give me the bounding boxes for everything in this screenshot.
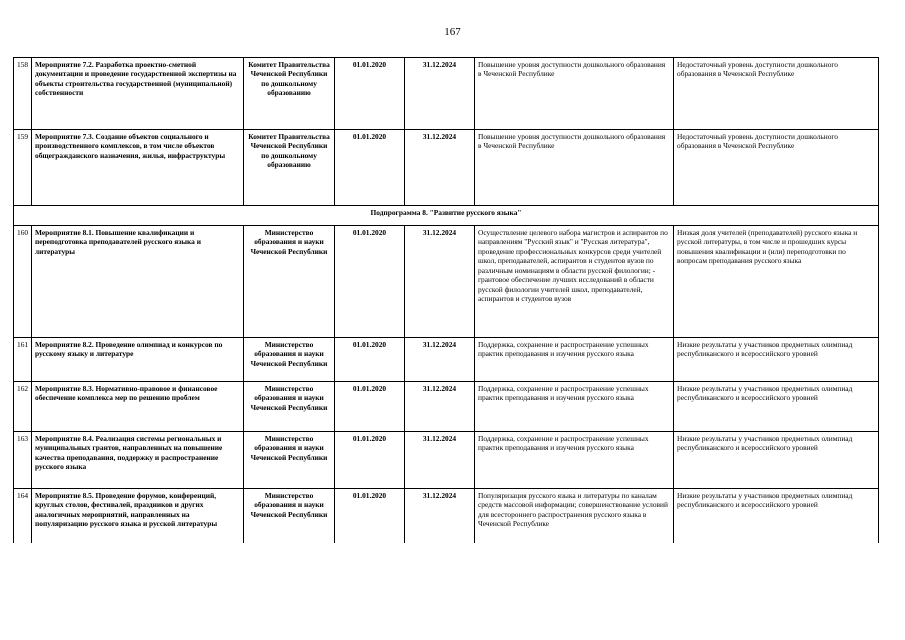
activities-table bbox=[13, 57, 879, 543]
event-name: Мероприятие 8.3. Нормативно-правовое и финансовое обеспечение комплекса мер по решению проблем bbox=[32, 382, 244, 432]
page-number: 167 bbox=[444, 26, 461, 38]
expected-result: Повышение уровня доступности дошкольного образования в Чеченской Республике bbox=[475, 130, 674, 206]
start-date: 01.01.2020 bbox=[335, 226, 405, 338]
consequence: Низкие результаты у участников предметных олимпиад республиканского и всероссийского уровней bbox=[674, 432, 879, 489]
start-date: 01.01.2020 bbox=[335, 338, 405, 382]
table-row bbox=[14, 489, 879, 543]
table-row bbox=[14, 382, 879, 432]
table-row bbox=[14, 338, 879, 382]
start-date: 01.01.2020 bbox=[335, 130, 405, 206]
end-date: 31.12.2024 bbox=[405, 226, 475, 338]
executor: Министерство образования и науки Чеченской Республики bbox=[244, 489, 335, 543]
row-number: 159 bbox=[14, 130, 32, 206]
executor: Министерство образования и науки Чеченской Республики bbox=[244, 432, 335, 489]
event-name: Мероприятие 8.2. Проведение олимпиад и конкурсов по русскому языку и литературе bbox=[32, 338, 244, 382]
executor: Министерство образования и науки Чеченской Республики bbox=[244, 338, 335, 382]
end-date: 31.12.2024 bbox=[405, 432, 475, 489]
expected-result: Осуществление целевого набора магистров и аспирантов по направлениям "Русский язык" и "Русская литература", проведение профессиональных конкурсов среди учителей школ, преподавателей, аспирантов и студентов вузов по различным номинациям в области русской филологии; - грантовое обеспечение лучших исследований в области русской филологии учителей школ, преподавателей, аспирантов и студентов вузов bbox=[475, 226, 674, 338]
event-name: Мероприятие 8.4. Реализация системы региональных и муниципальных грантов, направленных на повышение качества преподавания, поддержку и распространение русского языка bbox=[32, 432, 244, 489]
start-date: 01.01.2020 bbox=[335, 432, 405, 489]
table-row bbox=[14, 226, 879, 338]
executor: Комитет Правительства Чеченской Республики по дошкольному образованию bbox=[244, 130, 335, 206]
row-number: 158 bbox=[14, 58, 32, 130]
row-number: 161 bbox=[14, 338, 32, 382]
consequence: Низкие результаты у участников предметных олимпиад республиканского и всероссийского уровней bbox=[674, 338, 879, 382]
end-date: 31.12.2024 bbox=[405, 130, 475, 206]
executor: Комитет Правительства Чеченской Республики по дошкольному образованию bbox=[244, 58, 335, 130]
start-date: 01.01.2020 bbox=[335, 382, 405, 432]
consequence: Низкие результаты у участников предметных олимпиад республиканского и всероссийского уровней bbox=[674, 382, 879, 432]
consequence: Недостаточный уровень доступности дошкольного образования в Чеченской Республике bbox=[674, 130, 879, 206]
end-date: 31.12.2024 bbox=[405, 382, 475, 432]
end-date: 31.12.2024 bbox=[405, 58, 475, 130]
consequence: Недостаточный уровень доступности дошкольного образования в Чеченской Республике bbox=[674, 58, 879, 130]
expected-result: Поддержка, сохранение и распространение успешных практик преподавания и изучения русского языка bbox=[475, 432, 674, 489]
event-name: Мероприятие 7.3. Создание объектов социального и производственного комплексов, в том числе объектов общегражданского назначения, жилья, инфраструктуры bbox=[32, 130, 244, 206]
start-date: 01.01.2020 bbox=[335, 489, 405, 543]
executor: Министерство образования и науки Чеченской Республики bbox=[244, 382, 335, 432]
row-number: 162 bbox=[14, 382, 32, 432]
consequence: Низкие результаты у участников предметных олимпиад республиканского и всероссийского уровней bbox=[674, 489, 879, 543]
expected-result: Поддержка, сохранение и распространение успешных практик преподавания и изучения русского языка bbox=[475, 338, 674, 382]
event-name: Мероприятие 7.2. Разработка проектно-сметной документации и проведение государственной экспертизы на объекты строительства государственной (муниципальной) собственности bbox=[32, 58, 244, 130]
consequence: Низкая доля учителей (преподавателей) русского языка и русской литературы, в том числе и прошедших курсы повышения квалификации и (или) переподготовки по вопросам преподавания русского языка bbox=[674, 226, 879, 338]
row-number: 164 bbox=[14, 489, 32, 543]
expected-result: Поддержка, сохранение и распространение успешных практик преподавания и изучения русского языка bbox=[475, 382, 674, 432]
table-row bbox=[14, 432, 879, 489]
end-date: 31.12.2024 bbox=[405, 489, 475, 543]
event-name: Мероприятие 8.1. Повышение квалификации и переподготовка преподавателей русского языка и литературы bbox=[32, 226, 244, 338]
start-date: 01.01.2020 bbox=[335, 58, 405, 130]
expected-result: Повышение уровня доступности дошкольного образования в Чеченской Республике bbox=[475, 58, 674, 130]
table-row bbox=[14, 58, 879, 130]
section-row bbox=[14, 206, 879, 226]
table-row bbox=[14, 130, 879, 206]
section-title: Подпрограмма 8. "Развитие русского языка" bbox=[14, 206, 879, 226]
end-date: 31.12.2024 bbox=[405, 338, 475, 382]
row-number: 163 bbox=[14, 432, 32, 489]
event-name: Мероприятие 8.5. Проведение форумов, конференций, круглых столов, фестивалей, праздников и других аналогичных мероприятий, направленных на популяризацию русского языка и русской литературы bbox=[32, 489, 244, 543]
row-number: 160 bbox=[14, 226, 32, 338]
executor: Министерство образования и науки Чеченской Республики bbox=[244, 226, 335, 338]
expected-result: Популяризация русского языка и литературы по каналам средств массовой информации; совершенствование условий для всестороннего распространения русского языка в Чеченской Республике bbox=[475, 489, 674, 543]
